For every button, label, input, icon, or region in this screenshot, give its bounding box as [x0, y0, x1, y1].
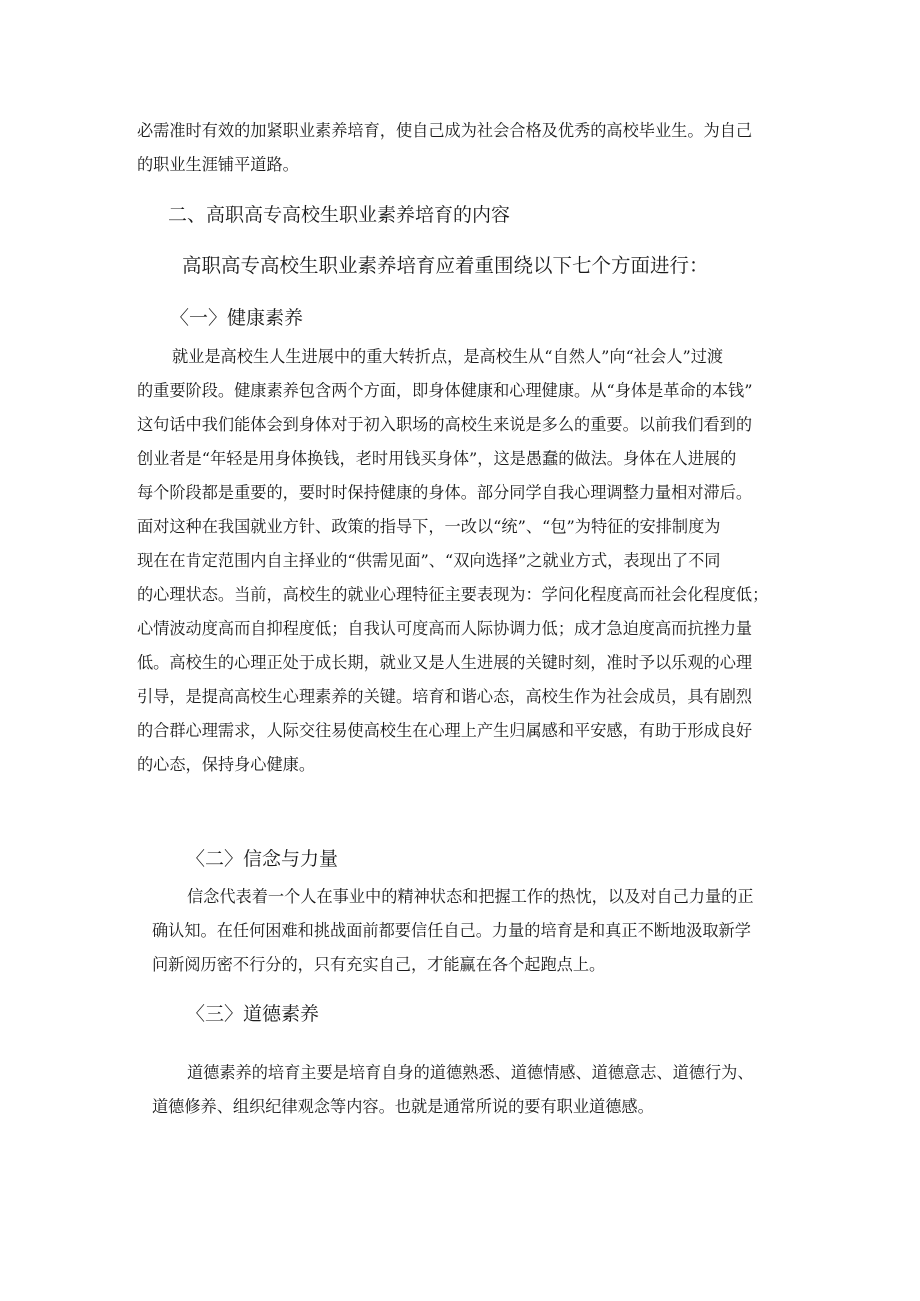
- part1-line-1: 就业是高校生人生进展中的重大转折点，是高校生从“自然人”向“社会人”过渡: [172, 347, 724, 366]
- part1-line-8: 的心理状态。当前，高校生的就业心理特征主要表现为：学问化程度高而社会化程度低；: [137, 585, 769, 604]
- part1-heading: 〈一〉健康素养: [170, 307, 304, 329]
- part1-line-3: 这句话中我们能体会到身体对于初入职场的高校生来说是多么的重要。以前我们看到的: [137, 415, 753, 434]
- part1-line-6: 面对这种在我国就业方针、政策的指导下，一改以“统”、“包”为特征的安排制度为: [137, 517, 721, 536]
- section-heading: 二、高职高专高校生职业素养培育的内容: [168, 204, 511, 226]
- part1-line-10: 低。高校生的心理正处于成长期，就业又是人生进展的关键时刻，准时予以乐观的心理: [137, 653, 753, 672]
- part1-line-12: 的合群心理需求，人际交往易使高校生在心理上产生归属感和平安感，有助于形成良好: [137, 721, 753, 740]
- part3-heading: 〈三〉道德素养: [186, 1003, 320, 1025]
- part2-line-1: 信念代表着一个人在事业中的精神状态和把握工作的热忱，以及对自己力量的正: [187, 887, 754, 906]
- part1-line-13: 的心态，保持身心健康。: [137, 755, 316, 774]
- part3-line-2: 道德修养、组织纪律观念等内容。也就是通常所说的要有职业道德感。: [152, 1097, 654, 1116]
- part3-line-1: 道德素养的培育主要是培育自身的道德熟悉、道德情感、道德意志、道德行为、: [187, 1063, 754, 1082]
- part2-line-2: 确认知。在任何困难和挑战面前都要信任自己。力量的培育是和真正不断地汲取新学: [152, 921, 751, 940]
- part1-line-7: 现在在肯定范围内自主择业的“供需见面”、“双向选择”之就业方式，表现出了不同: [137, 551, 721, 570]
- part1-line-4: 创业者是“年轻是用身体换钱，老时用钱买身体”，这是愚蠢的做法。身体在人进展的: [137, 449, 737, 468]
- intro-line-1: 必需准时有效的加紧职业素养培育，使自己成为社会合格及优秀的高校毕业生。为自己: [137, 121, 753, 140]
- part2-line-3: 问新阅历密不行分的，只有充实自己，才能赢在各个起跑点上。: [152, 955, 606, 974]
- section-lead: 高职高专高校生职业素养培育应着重围绕以下七个方面进行：: [182, 254, 709, 277]
- part1-line-2: 的重要阶段。健康素养包含两个方面，即身体健康和心理健康。从“身体是革命的本钱”: [137, 381, 753, 400]
- part1-line-11: 引导，是提高高校生心理素养的关键。培育和谐心态，高校生作为社会成员，具有剧烈: [137, 687, 753, 706]
- part2-heading: 〈二〉信念与力量: [186, 848, 339, 870]
- intro-line-2: 的职业生涯铺平道路。: [137, 155, 299, 174]
- part1-line-5: 每个阶段都是重要的，要时时保持健康的身体。部分同学自我心理调整力量相对滞后。: [137, 483, 753, 502]
- part1-line-9: 心情波动度高而自抑程度低；自我认可度高而人际协调力低；成才急迫度高而抗挫力量: [137, 619, 753, 638]
